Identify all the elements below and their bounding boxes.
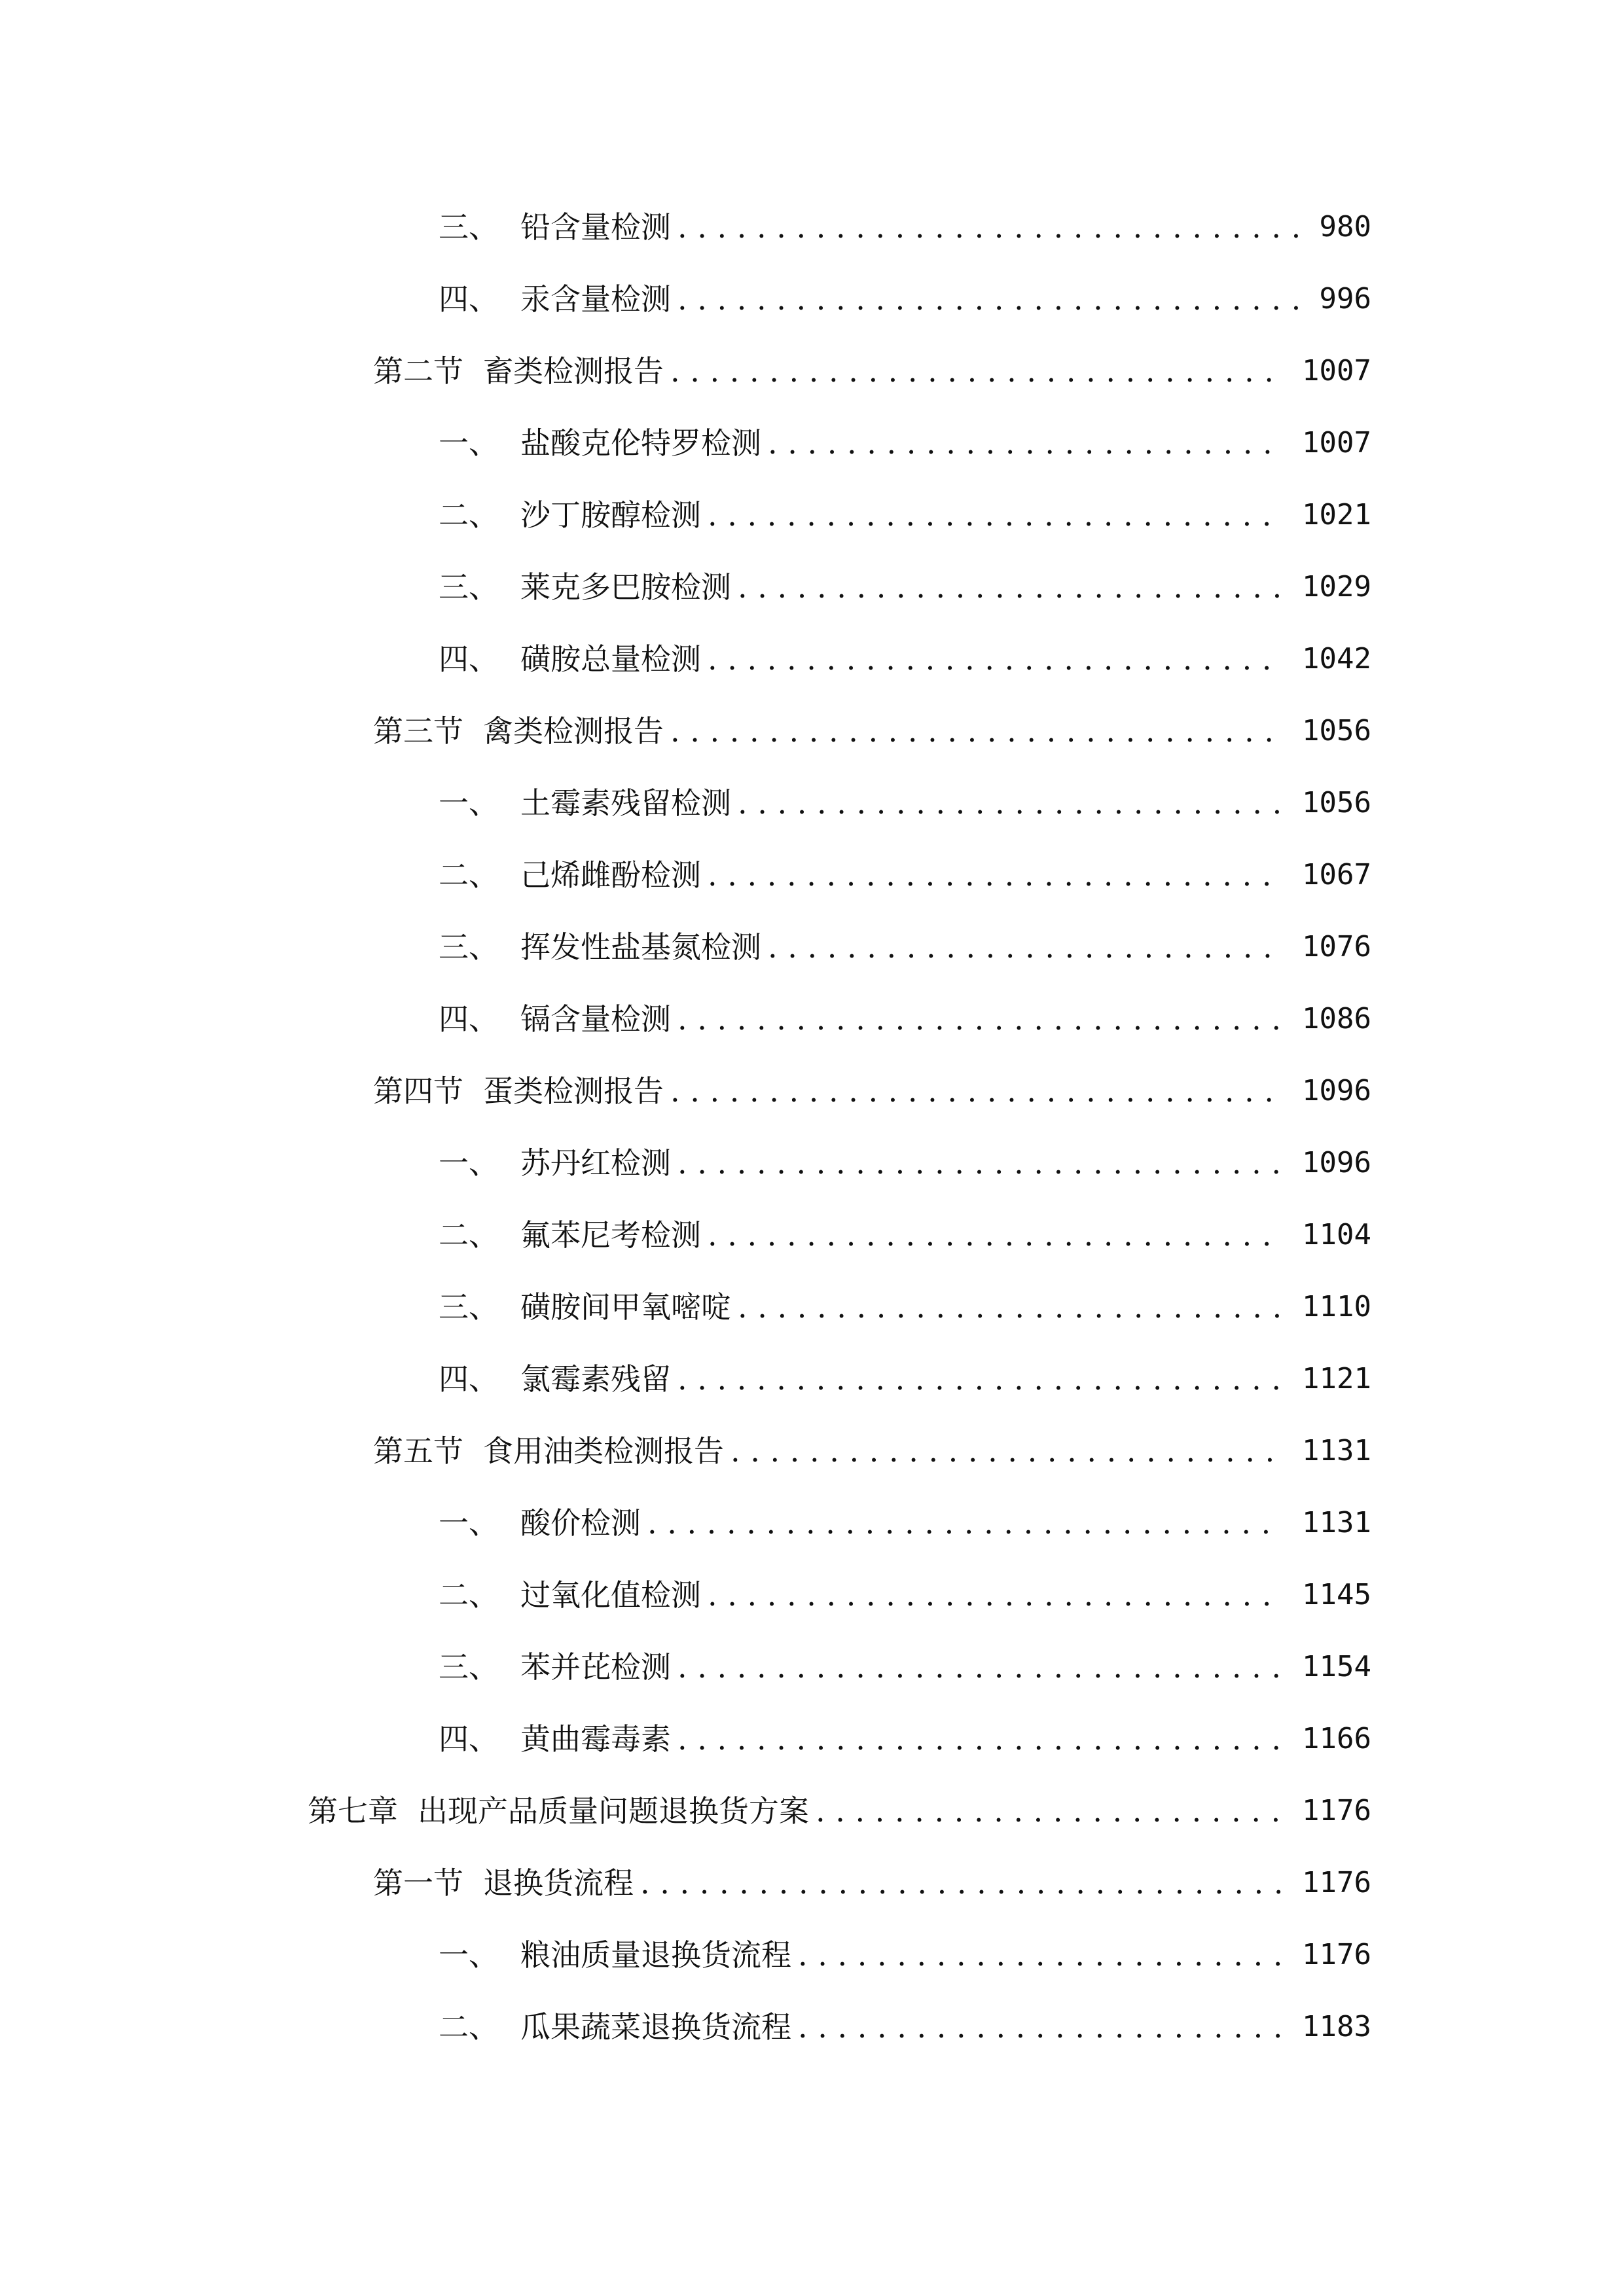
toc-entry-title: 汞含量检测	[520, 281, 671, 317]
toc-entry-chapter[interactable]	[0, 1775, 1624, 1847]
toc-entry-page-number: 1104	[1302, 1218, 1371, 1251]
toc-entry-number: 第二节	[373, 353, 463, 389]
toc-entry-number: 一、	[439, 1937, 499, 1973]
toc-entry-number: 一、	[439, 1145, 499, 1181]
dot-leader	[738, 567, 1284, 607]
toc-entry-number: 第三节	[373, 713, 463, 749]
dot-leader	[768, 927, 1284, 967]
toc-entry-title: 土霉素残留检测	[520, 785, 731, 821]
toc-entry-number: 二、	[439, 2009, 499, 2045]
toc-entry-number: 四、	[439, 1361, 499, 1397]
toc-entry-page-number: 1042	[1302, 642, 1371, 675]
toc-entry-item[interactable]	[0, 191, 1624, 263]
dot-leader	[798, 2007, 1284, 2047]
toc-entry-item[interactable]	[0, 1127, 1624, 1199]
toc-entry-section[interactable]	[0, 335, 1624, 407]
toc-entry-item[interactable]	[0, 1199, 1624, 1271]
toc-entry-item[interactable]	[0, 983, 1624, 1055]
dot-leader	[670, 351, 1284, 391]
toc-entry-title: 沙丁胺醇检测	[520, 497, 701, 533]
dot-leader	[677, 1143, 1284, 1183]
toc-entry-item[interactable]	[0, 479, 1624, 551]
dot-leader	[708, 1575, 1284, 1615]
toc-entry-item[interactable]	[0, 407, 1624, 479]
toc-entry-number: 第一节	[373, 1865, 463, 1901]
toc-entry-title: 禽类检测报告	[483, 713, 664, 749]
toc-entry-item[interactable]	[0, 1991, 1624, 2063]
toc-entry-number: 四、	[439, 641, 499, 677]
toc-entry-number: 二、	[439, 1217, 499, 1253]
toc-entry-item[interactable]	[0, 839, 1624, 911]
toc-entry-number: 三、	[439, 1649, 499, 1685]
toc-entry-item[interactable]	[0, 1271, 1624, 1343]
toc-entry-title: 铅含量检测	[520, 209, 671, 245]
dot-leader	[798, 1935, 1284, 1975]
dot-leader	[708, 1215, 1284, 1255]
toc-entry-title: 氯霉素残留	[520, 1361, 671, 1397]
toc-entry-page-number: 1029	[1302, 570, 1371, 603]
dot-leader	[677, 1647, 1284, 1687]
toc-entry-page-number: 1183	[1302, 2010, 1371, 2043]
toc-entry-item[interactable]	[0, 1343, 1624, 1415]
toc-entry-title: 磺胺间甲氧嘧啶	[520, 1289, 731, 1325]
toc-entry-number: 四、	[439, 1001, 499, 1037]
dot-leader	[677, 279, 1301, 319]
toc-entry-page-number: 1007	[1302, 354, 1371, 387]
toc-entry-title: 苏丹红检测	[520, 1145, 671, 1181]
toc-entry-title: 蛋类检测报告	[483, 1073, 664, 1109]
toc-entry-page-number: 1096	[1302, 1074, 1371, 1107]
toc-entry-page-number: 1067	[1302, 858, 1371, 891]
toc-entry-title: 酸价检测	[520, 1505, 641, 1541]
dot-leader	[677, 999, 1284, 1039]
toc-entry-number: 三、	[439, 569, 499, 605]
toc-entry-item[interactable]	[0, 1487, 1624, 1559]
dot-leader	[708, 495, 1284, 535]
dot-leader	[647, 1503, 1284, 1543]
toc-entry-page-number: 1056	[1302, 714, 1371, 747]
toc-entry-number: 三、	[439, 1289, 499, 1325]
table-of-contents	[0, 191, 1624, 2063]
toc-entry-item[interactable]	[0, 1919, 1624, 1991]
toc-entry-section[interactable]	[0, 695, 1624, 767]
toc-entry-page-number: 1131	[1302, 1434, 1371, 1467]
toc-entry-item[interactable]	[0, 623, 1624, 695]
toc-entry-item[interactable]	[0, 1631, 1624, 1703]
toc-entry-number: 二、	[439, 497, 499, 533]
toc-entry-number: 四、	[439, 1721, 499, 1757]
toc-entry-number: 二、	[439, 1577, 499, 1613]
toc-entry-page-number: 1007	[1302, 426, 1371, 459]
toc-entry-item[interactable]	[0, 551, 1624, 623]
dot-leader	[731, 1431, 1284, 1471]
toc-entry-number: 一、	[439, 1505, 499, 1541]
dot-leader	[768, 423, 1284, 463]
toc-entry-page-number: 1176	[1302, 1866, 1371, 1899]
toc-entry-number: 第四节	[373, 1073, 463, 1109]
toc-entry-page-number: 1145	[1302, 1578, 1371, 1611]
toc-entry-item[interactable]	[0, 263, 1624, 335]
toc-entry-page-number: 980	[1319, 210, 1371, 243]
toc-entry-title: 出现产品质量问题退换货方案	[418, 1793, 809, 1829]
toc-entry-title: 氟苯尼考检测	[520, 1217, 701, 1253]
toc-entry-title: 镉含量检测	[520, 1001, 671, 1037]
dot-leader	[738, 783, 1284, 823]
toc-entry-title: 挥发性盐基氮检测	[520, 929, 761, 965]
dot-leader	[677, 1719, 1284, 1759]
toc-entry-title: 畜类检测报告	[483, 353, 664, 389]
toc-entry-number: 第七章	[308, 1793, 398, 1829]
toc-entry-page-number: 1176	[1302, 1938, 1371, 1971]
toc-entry-title: 莱克多巴胺检测	[520, 569, 731, 605]
toc-entry-title: 退换货流程	[483, 1865, 634, 1901]
toc-entry-section[interactable]	[0, 1055, 1624, 1127]
toc-entry-page-number: 1021	[1302, 498, 1371, 531]
toc-entry-title: 瓜果蔬菜退换货流程	[520, 2009, 791, 2045]
toc-entry-page-number: 1166	[1302, 1722, 1371, 1755]
toc-entry-item[interactable]	[0, 767, 1624, 839]
dot-leader	[640, 1863, 1284, 1903]
toc-entry-page-number: 1121	[1302, 1362, 1371, 1395]
toc-entry-number: 第五节	[373, 1433, 463, 1469]
toc-entry-number: 二、	[439, 857, 499, 893]
toc-entry-title: 苯并芘检测	[520, 1649, 671, 1685]
dot-leader	[708, 639, 1284, 679]
dot-leader	[670, 711, 1284, 751]
toc-entry-item[interactable]	[0, 1703, 1624, 1775]
toc-entry-item[interactable]	[0, 1559, 1624, 1631]
toc-entry-page-number: 1131	[1302, 1506, 1371, 1539]
toc-entry-number: 三、	[439, 929, 499, 965]
toc-entry-page-number: 1076	[1302, 930, 1371, 963]
dot-leader	[677, 207, 1301, 247]
toc-entry-page-number: 1154	[1302, 1650, 1371, 1683]
toc-entry-title: 过氧化值检测	[520, 1577, 701, 1613]
toc-entry-title: 食用油类检测报告	[483, 1433, 724, 1469]
toc-entry-page-number: 1056	[1302, 786, 1371, 819]
toc-entry-title: 粮油质量退换货流程	[520, 1937, 791, 1973]
dot-leader	[816, 1791, 1284, 1831]
toc-entry-page-number: 1110	[1302, 1290, 1371, 1323]
toc-entry-page-number: 1086	[1302, 1002, 1371, 1035]
dot-leader	[677, 1359, 1284, 1399]
toc-entry-section[interactable]	[0, 1847, 1624, 1919]
dot-leader	[738, 1287, 1284, 1327]
toc-entry-page-number: 1176	[1302, 1794, 1371, 1827]
toc-entry-page-number: 996	[1319, 282, 1371, 315]
dot-leader	[708, 855, 1284, 895]
toc-entry-title: 盐酸克伦特罗检测	[520, 425, 761, 461]
toc-entry-section[interactable]	[0, 1415, 1624, 1487]
toc-entry-title: 己烯雌酚检测	[520, 857, 701, 893]
toc-entry-number: 四、	[439, 281, 499, 317]
toc-entry-item[interactable]	[0, 911, 1624, 983]
toc-entry-number: 一、	[439, 785, 499, 821]
dot-leader	[670, 1071, 1284, 1111]
toc-entry-number: 一、	[439, 425, 499, 461]
toc-entry-number: 三、	[439, 209, 499, 245]
toc-entry-page-number: 1096	[1302, 1146, 1371, 1179]
toc-entry-title: 黄曲霉毒素	[520, 1721, 671, 1757]
toc-entry-title: 磺胺总量检测	[520, 641, 701, 677]
